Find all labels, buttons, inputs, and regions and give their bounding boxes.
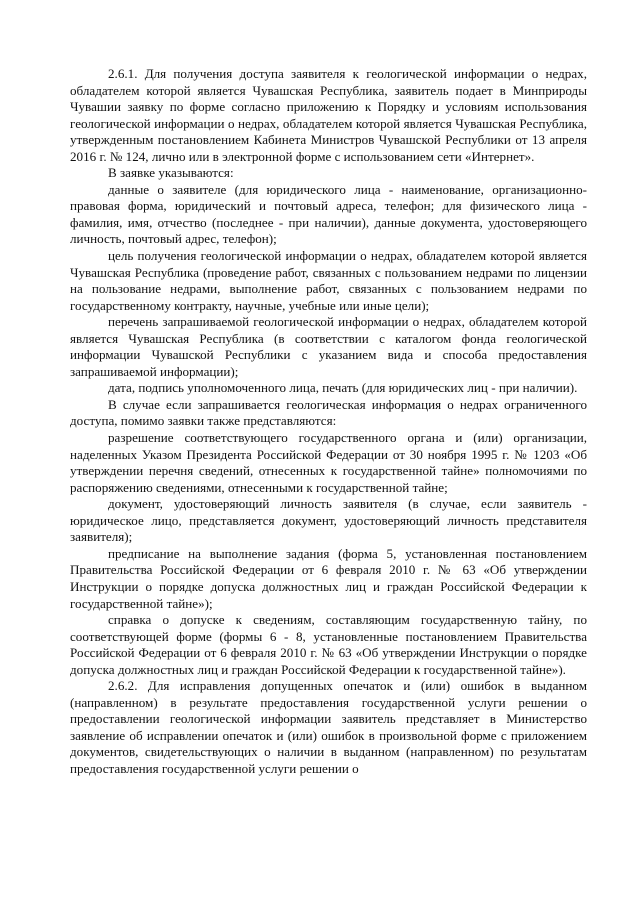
- paragraph-purpose: цель получения геологической информации о недрах, обладателем которой является Чувашская Республика (проведение работ, связанных с пользованием недрами по лицензии на пользование недрами, выполнение работ, связанных с пользованием недрами по государственному контракту, научные, учебные или иные цели);: [70, 248, 587, 313]
- document-body: [70, 66, 587, 778]
- paragraph-2-6-2: 2.6.2. Для исправления допущенных опечаток и (или) ошибок в выданном (направленном) в результате предоставления государственной услуги решении о предоставлении геологической информации заявитель представляет в Министерство заявление об исправлении опечаток и (или) ошибок в произвольной форме с приложением документов, свидетельствующих о наличии в выданном (направленном) по результатам предоставления государственной услуги решении о: [70, 678, 587, 776]
- paragraph-clearance-certificate: справка о допуске к сведениям, составляющим государственную тайну, по соответствующей форме (формы 6 - 8, установленные постановлением Правительства Российской Федерации от 6 февраля 2010 г. № 63 «Об утверждении Инструкции о порядке допуска должностных лиц и граждан Российской Федерации к государственной тайне»).: [70, 612, 587, 677]
- paragraph-requested-list: перечень запрашиваемой геологической информации о недрах, обладателем которой является Чувашская Республика (в соответствии с каталогом фонда геологической информации Чувашской Республики с указанием вида и способа предоставления запрашиваемой информации);: [70, 314, 587, 379]
- paragraph-task-order: предписание на выполнение задания (форма 5, установленная постановлением Правительства Российской Федерации от 6 февраля 2010 г. № 63 «Об утверждении Инструкции о порядке допуска должностных лиц и граждан Российской Федерации к государственной тайне»);: [70, 545, 587, 611]
- paragraph-identity-document: документ, удостоверяющий личность заявителя (в случае, если заявитель - юридическое лицо, представляется документ, удостоверяющий личность представителя заявителя);: [70, 496, 587, 545]
- paragraph-application-contents-intro: В заявке указываются:: [108, 165, 234, 181]
- paragraph-restricted-access: В случае если запрашивается геологическая информация о недрах ограниченного доступа, помимо заявки также представляются:: [70, 396, 587, 429]
- paragraph-date-signature: дата, подпись уполномоченного лица, печать (для юридических лиц - при наличии).: [108, 380, 578, 396]
- paragraph-applicant-data: данные о заявителе (для юридического лица - наименование, организационно-правовая форма, юридический и почтовый адреса, телефон; для физического лица - фамилия, имя, отчество (последнее - при наличии), данные документа, удостоверяющего личность, почтовый адрес, телефон);: [70, 181, 587, 247]
- paragraph-2-6-1: 2.6.1. Для получения доступа заявителя к геологической информации о недрах, обладателем которой является Чувашская Республика, заявитель подает в Минприроды Чувашии заявку по форме согласно приложению к Порядку и условиям использования геологической информации о недрах, обладателем которой является Чувашская Республика, утвержденным постановлением Кабинета Министров Чувашской Республики от 13 апреля 2016 г. № 124, лично или в электронной форме с использованием сети «Интернет».: [70, 66, 587, 164]
- paragraph-permission: разрешение соответствующего государственного органа и (или) организации, наделенных Указом Президента Российской Федерации от 30 ноября 1995 г. № 1203 «Об утверждении перечня сведений, отнесенных к государственной тайне» полномочиями по распоряжению сведениями, отнесенными к государственной тайне;: [70, 430, 587, 495]
